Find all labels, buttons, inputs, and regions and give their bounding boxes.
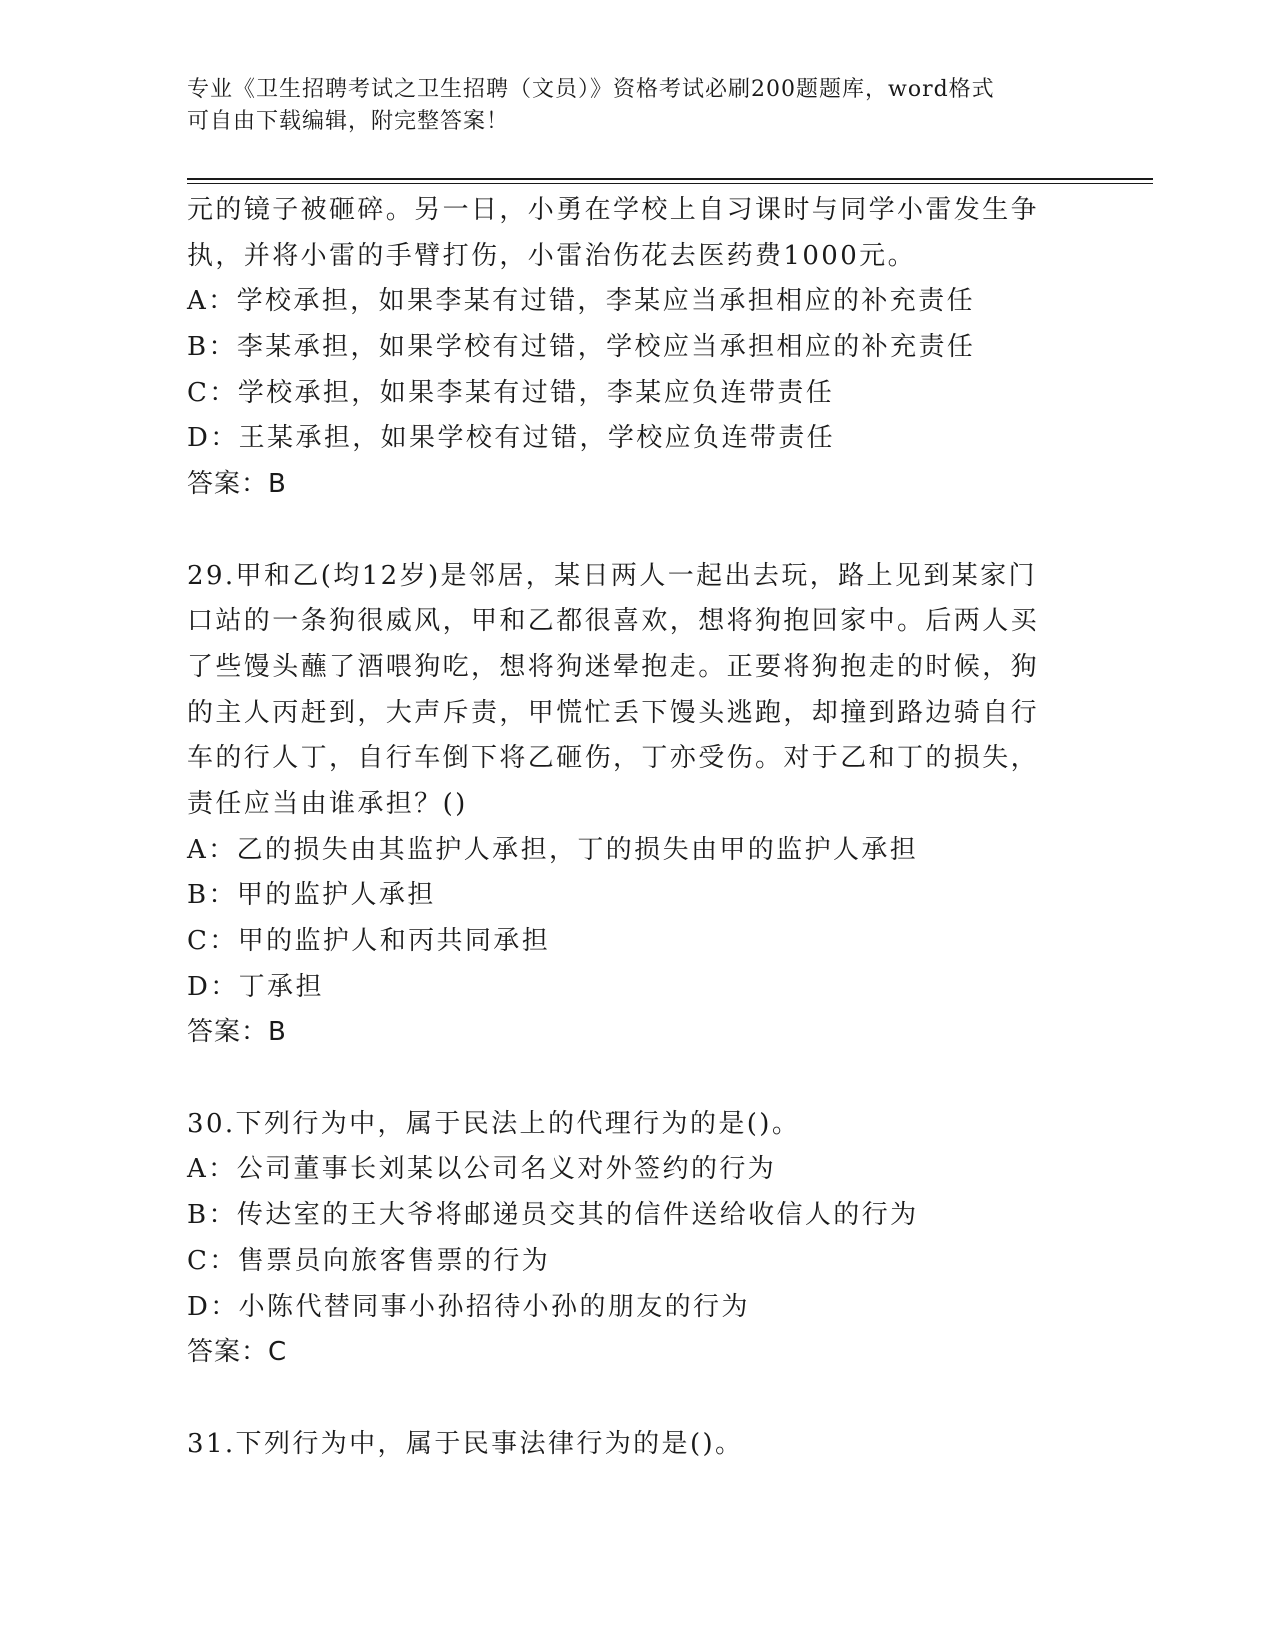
question-29: [187, 554, 1067, 1057]
question-stem-line: 了些馒头蘸了酒喂狗吃，想将狗迷晕抱走。正要将狗抱走的时候，狗: [187, 651, 1040, 682]
option-a: A：乙的损失由其监护人承担，丁的损失由甲的监护人承担: [187, 834, 919, 865]
page-header: [187, 74, 1087, 138]
document-body: [187, 188, 1067, 1467]
question-stem-line: 31.下列行为中，属于民事法律行为的是()。: [187, 1428, 744, 1459]
option-d: D：丁承担: [187, 971, 324, 1002]
question-stem-line: 责任应当由谁承担？(): [187, 788, 468, 819]
spacer: [187, 1376, 1067, 1422]
question-31: [187, 1422, 1067, 1468]
header-line-1: 专业《卫生招聘考试之卫生招聘（文员）》资格考试必刷200题题库，word格式: [187, 77, 995, 102]
spacer: [187, 1056, 1067, 1102]
question-stem-line: 的主人丙赶到，大声斥责，甲慌忙丢下馒头逃跑，却撞到路边骑自行: [187, 697, 1040, 728]
option-b: B：甲的监护人承担: [187, 880, 436, 911]
option-b: B：李某承担，如果学校有过错，学校应当承担相应的补充责任: [187, 332, 976, 363]
question-stem-line: 30.下列行为中，属于民法上的代理行为的是()。: [187, 1108, 801, 1139]
option-d: D：王某承担，如果学校有过错，学校应负连带责任: [187, 423, 836, 454]
question-28: [187, 188, 1067, 508]
spacer: [187, 508, 1067, 554]
answer-line: 答案：B: [187, 1017, 287, 1048]
header-divider-thick: [187, 178, 1153, 180]
option-b: B：传达室的王大爷将邮递员交其的信件送给收信人的行为: [187, 1200, 919, 1231]
option-c: C：学校承担，如果李某有过错，李某应负连带责任: [187, 377, 835, 408]
option-d: D：小陈代替同事小孙招待小孙的朋友的行为: [187, 1291, 750, 1322]
question-stem-line: 车的行人丁，自行车倒下将乙砸伤，丁亦受伤。对于乙和丁的损失，: [187, 743, 1040, 774]
question-stem-line: 元的镜子被砸碎。另一日，小勇在学校上自习课时与同学小雷发生争: [187, 195, 1040, 225]
question-stem-line: 口站的一条狗很威风，甲和乙都很喜欢，想将狗抱回家中。后两人买: [187, 606, 1040, 637]
question-30: [187, 1102, 1067, 1376]
header-divider-thin: [187, 183, 1153, 184]
option-a: A：学校承担，如果李某有过错，李某应当承担相应的补充责任: [187, 286, 975, 317]
header-line-2: 可自由下载编辑，附完整答案！: [187, 109, 510, 134]
option-c: C：甲的监护人和丙共同承担: [187, 926, 551, 956]
question-stem-line: 执，并将小雷的手臂打伤，小雷治伤花去医药费1000元。: [187, 240, 916, 271]
answer-line: 答案：B: [187, 469, 287, 500]
option-a: A：公司董事长刘某以公司名义对外签约的行为: [187, 1154, 777, 1185]
option-c: C：售票员向旅客售票的行为: [187, 1245, 551, 1276]
question-stem-line: 29.甲和乙(均12岁)是邻居，某日两人一起出去玩，路上见到某家门: [187, 560, 1037, 591]
answer-line: 答案：C: [187, 1337, 288, 1368]
